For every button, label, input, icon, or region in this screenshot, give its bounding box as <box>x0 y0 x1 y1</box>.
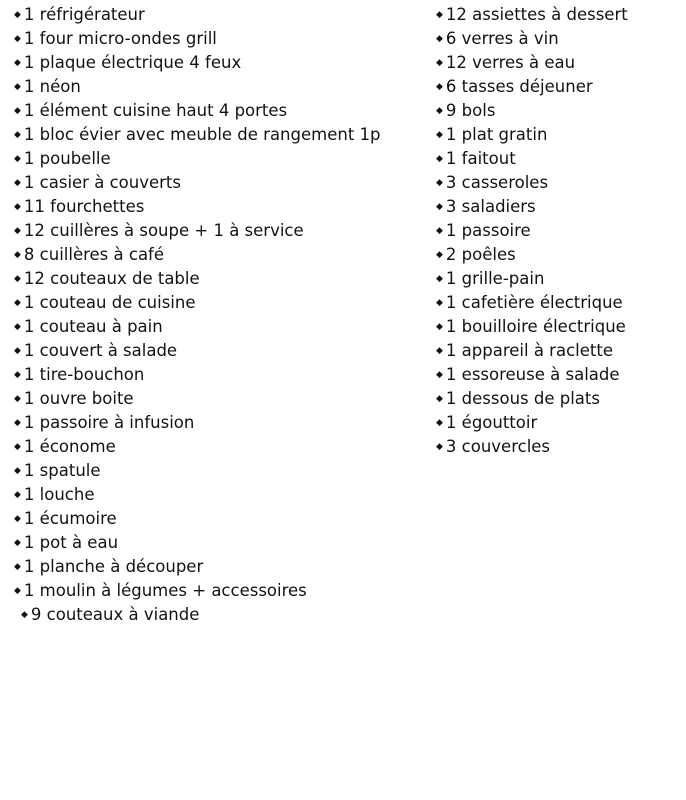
list-item-text: 12 cuillères à soupe + 1 à service <box>23 221 304 240</box>
diamond-bullet-icon: ◆ <box>436 130 443 140</box>
inventory-column-left <box>14 3 381 627</box>
list-item-text: 1 réfrigérateur <box>23 5 145 24</box>
diamond-bullet-icon: ◆ <box>14 394 21 404</box>
list-item <box>436 243 628 267</box>
list-item <box>14 435 381 459</box>
diamond-bullet-icon: ◆ <box>14 442 21 452</box>
diamond-bullet-icon: ◆ <box>14 130 21 140</box>
list-item-text: 2 poêles <box>445 245 516 264</box>
diamond-bullet-icon: ◆ <box>436 178 443 188</box>
list-item <box>436 27 628 51</box>
list-item-text: 1 faitout <box>445 149 516 168</box>
list-item <box>436 315 628 339</box>
list-item <box>436 291 628 315</box>
diamond-bullet-icon: ◆ <box>14 538 21 548</box>
list-item-text: 1 couteau à pain <box>23 317 163 336</box>
list-item-text: 1 grille-pain <box>445 269 545 288</box>
list-item-text: 1 tire-bouchon <box>23 365 145 384</box>
list-item <box>436 51 628 75</box>
list-item-text: 9 bols <box>445 101 496 120</box>
list-item-text: 1 ouvre boite <box>23 389 134 408</box>
list-item <box>436 339 628 363</box>
list-item-text: 1 couteau de cuisine <box>23 293 196 312</box>
list-item <box>14 99 381 123</box>
list-item <box>14 267 381 291</box>
diamond-bullet-icon: ◆ <box>14 250 21 260</box>
list-item-text: 1 passoire <box>445 221 531 240</box>
diamond-bullet-icon: ◆ <box>436 418 443 428</box>
diamond-bullet-icon: ◆ <box>436 34 443 44</box>
list-item-text: 12 couteaux de table <box>23 269 200 288</box>
list-item <box>436 363 628 387</box>
list-item <box>436 219 628 243</box>
list-item <box>14 3 381 27</box>
diamond-bullet-icon: ◆ <box>21 610 28 620</box>
list-item-text: 6 tasses déjeuner <box>445 77 593 96</box>
list-item <box>436 171 628 195</box>
list-item <box>14 555 381 579</box>
list-item <box>14 51 381 75</box>
list-item-text: 1 bouilloire électrique <box>445 317 626 336</box>
diamond-bullet-icon: ◆ <box>14 34 21 44</box>
list-item <box>436 195 628 219</box>
list-item-text: 1 moulin à légumes + accessoires <box>23 581 307 600</box>
diamond-bullet-icon: ◆ <box>14 346 21 356</box>
diamond-bullet-icon: ◆ <box>436 10 443 20</box>
diamond-bullet-icon: ◆ <box>436 442 443 452</box>
list-item <box>14 27 381 51</box>
diamond-bullet-icon: ◆ <box>14 418 21 428</box>
list-item-text: 1 poubelle <box>23 149 111 168</box>
list-item-text: 3 saladiers <box>445 197 536 216</box>
list-item-text: 3 couvercles <box>445 437 551 456</box>
list-item <box>436 75 628 99</box>
list-item <box>14 75 381 99</box>
diamond-bullet-icon: ◆ <box>436 250 443 260</box>
diamond-bullet-icon: ◆ <box>436 394 443 404</box>
diamond-bullet-icon: ◆ <box>14 274 21 284</box>
list-item <box>14 363 381 387</box>
list-item-text: 1 écumoire <box>23 509 117 528</box>
list-item-text: 1 cafetière électrique <box>445 293 623 312</box>
list-item-text: 8 cuillères à café <box>23 245 165 264</box>
list-item-text: 1 pot à eau <box>23 533 119 552</box>
diamond-bullet-icon: ◆ <box>14 322 21 332</box>
diamond-bullet-icon: ◆ <box>14 106 21 116</box>
diamond-bullet-icon: ◆ <box>436 82 443 92</box>
list-item-text: 1 plat gratin <box>445 125 548 144</box>
list-item <box>436 267 628 291</box>
list-item-text: 1 casier à couverts <box>23 173 181 192</box>
list-item-text: 1 appareil à raclette <box>445 341 613 360</box>
diamond-bullet-icon: ◆ <box>436 298 443 308</box>
list-item <box>14 147 381 171</box>
list-item-text: 1 dessous de plats <box>445 389 600 408</box>
diamond-bullet-icon: ◆ <box>436 322 443 332</box>
list-item <box>436 147 628 171</box>
diamond-bullet-icon: ◆ <box>436 346 443 356</box>
diamond-bullet-icon: ◆ <box>436 370 443 380</box>
diamond-bullet-icon: ◆ <box>436 202 443 212</box>
inventory-column-right <box>436 3 628 459</box>
list-item <box>14 291 381 315</box>
list-item <box>14 483 381 507</box>
list-item <box>14 531 381 555</box>
list-item-text: 12 assiettes à dessert <box>445 5 628 24</box>
list-item-text: 9 couteaux à viande <box>30 605 200 624</box>
list-item-text: 1 passoire à infusion <box>23 413 195 432</box>
list-item <box>14 339 381 363</box>
diamond-bullet-icon: ◆ <box>14 370 21 380</box>
list-item <box>14 195 381 219</box>
list-item-text: 1 spatule <box>23 461 101 480</box>
diamond-bullet-icon: ◆ <box>436 226 443 236</box>
diamond-bullet-icon: ◆ <box>436 274 443 284</box>
list-item <box>436 387 628 411</box>
list-item <box>14 219 381 243</box>
list-item <box>14 387 381 411</box>
list-item-text: 1 élément cuisine haut 4 portes <box>23 101 288 120</box>
list-item <box>436 99 628 123</box>
list-item <box>14 315 381 339</box>
list-item-text: 1 couvert à salade <box>23 341 178 360</box>
diamond-bullet-icon: ◆ <box>14 154 21 164</box>
list-item-text: 3 casseroles <box>445 173 549 192</box>
diamond-bullet-icon: ◆ <box>436 106 443 116</box>
diamond-bullet-icon: ◆ <box>14 586 21 596</box>
list-item <box>14 411 381 435</box>
list-item-text: 1 néon <box>23 77 81 96</box>
list-item-text: 1 plaque électrique 4 feux <box>23 53 242 72</box>
diamond-bullet-icon: ◆ <box>14 226 21 236</box>
list-item-text: 6 verres à vin <box>445 29 559 48</box>
diamond-bullet-icon: ◆ <box>436 154 443 164</box>
list-item-text: 11 fourchettes <box>23 197 145 216</box>
list-item-text: 1 bloc évier avec meuble de rangement 1p <box>23 125 381 144</box>
list-item <box>436 123 628 147</box>
list-item <box>436 435 628 459</box>
list-item <box>14 579 381 603</box>
diamond-bullet-icon: ◆ <box>14 562 21 572</box>
list-item <box>14 123 381 147</box>
diamond-bullet-icon: ◆ <box>14 298 21 308</box>
diamond-bullet-icon: ◆ <box>14 490 21 500</box>
list-item <box>436 411 628 435</box>
diamond-bullet-icon: ◆ <box>14 10 21 20</box>
list-item <box>14 243 381 267</box>
diamond-bullet-icon: ◆ <box>436 58 443 68</box>
diamond-bullet-icon: ◆ <box>14 202 21 212</box>
list-item <box>14 459 381 483</box>
list-item <box>14 171 381 195</box>
diamond-bullet-icon: ◆ <box>14 178 21 188</box>
list-item-text: 1 essoreuse à salade <box>445 365 620 384</box>
list-item <box>14 507 381 531</box>
list-item-text: 12 verres à eau <box>445 53 576 72</box>
list-item-text: 1 égouttoir <box>445 413 538 432</box>
list-item-text: 1 four micro-ondes grill <box>23 29 217 48</box>
diamond-bullet-icon: ◆ <box>14 514 21 524</box>
list-item-text: 1 louche <box>23 485 95 504</box>
list-item <box>436 3 628 27</box>
list-item-text: 1 économe <box>23 437 116 456</box>
diamond-bullet-icon: ◆ <box>14 58 21 68</box>
diamond-bullet-icon: ◆ <box>14 82 21 92</box>
list-item <box>14 603 381 627</box>
list-item-text: 1 planche à découper <box>23 557 204 576</box>
diamond-bullet-icon: ◆ <box>14 466 21 476</box>
